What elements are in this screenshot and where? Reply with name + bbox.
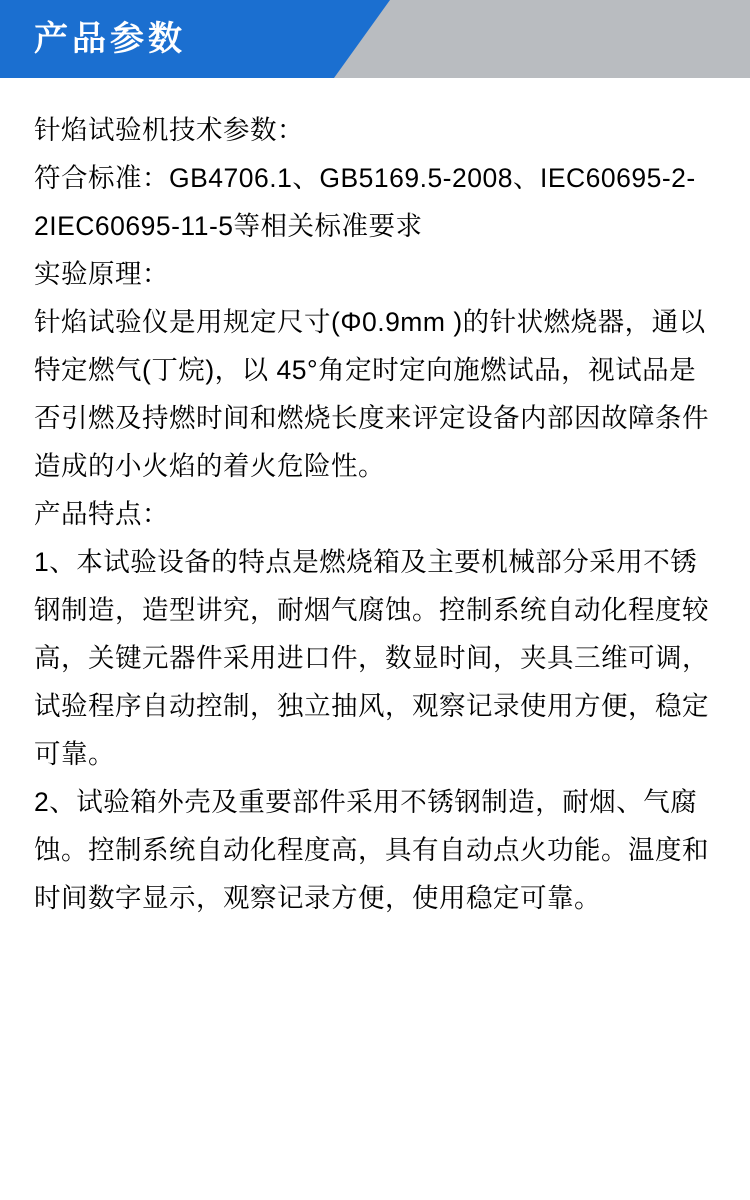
paragraph-features-heading: 产品特点： [34,499,169,529]
parameters-content [0,78,750,922]
paragraph-feature-2: 2、试验箱外壳及重要部件采用不锈钢制造，耐烟、气腐蚀。控制系统自动化程度高，具有自动点火功能。温度和时间数字显示，观察记录方便，使用稳定可靠。 [34,787,709,913]
paragraph-tech-params-heading: 针焰试验机技术参数： [34,115,304,145]
paragraph-standards: 符合标准：GB4706.1、GB5169.5-2008、IEC60695-2-2IEC60695-11-5等相关标准要求 [34,163,696,241]
paragraph-feature-1: 1、本试验设备的特点是燃烧箱及主要机械部分采用不锈钢制造，造型讲究，耐烟气腐蚀。控制系统自动化程度较高，关键元器件采用进口件，数显时间，夹具三维可调，试验程序自动控制，独立抽风，观察记录使用方便，稳定可靠。 [34,547,709,769]
paragraph-principle-heading: 实验原理： [34,259,169,289]
paragraph-principle-body: 针焰试验仪是用规定尺寸(Φ0.9mm )的针状燃烧器，通以特定燃气(丁烷)，以 45°角定时定向施燃试品，视试品是否引燃及持燃时间和燃烧长度来评定设备内部因故障条件造成的小火焰的着火危险性。 [34,307,709,481]
section-header-banner [0,0,750,78]
page-title: 产品参数 [34,20,186,58]
